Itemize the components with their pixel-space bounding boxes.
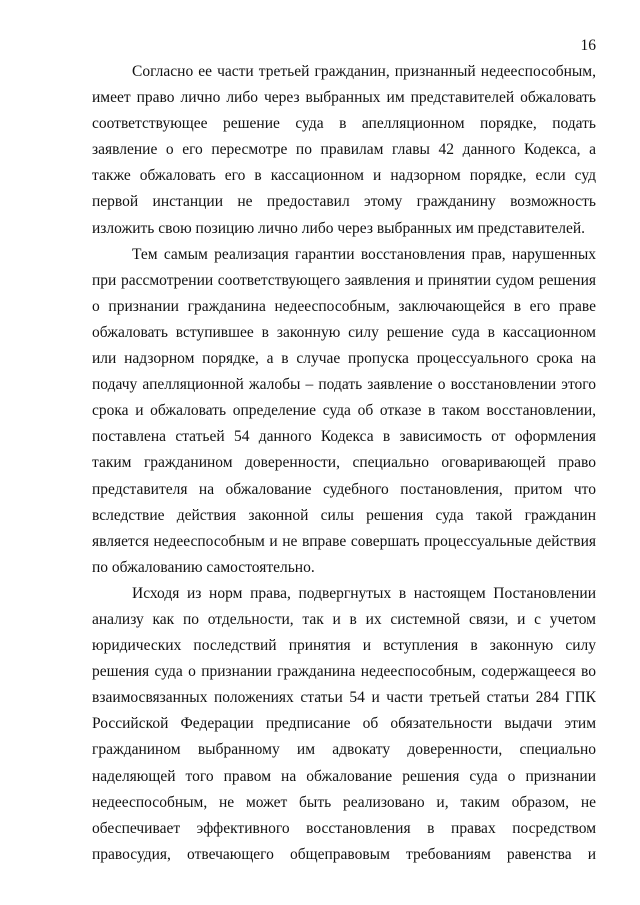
text-line: подачу апелляционной жалобы – подать заявление о восстановлении этого (92, 376, 596, 394)
text-line: Тем самым реализация гарантии восстановления прав, нарушенных (132, 245, 596, 263)
text-line: Российской Федерации предписание об обязательности выдачи этим (92, 715, 596, 733)
text-line: при рассмотрении соответствующего заявления и принятии судом решения (92, 271, 596, 289)
text-line: является недееспособным и не вправе совершать процессуальные действия (92, 532, 596, 550)
text-line: представителя на обжалование судебного постановления, притом что (92, 480, 596, 498)
text-line: по обжалованию самостоятельно. (92, 558, 315, 576)
text-line: юридических последствий принятия и вступления в законную силу (92, 637, 596, 655)
text-line: обжаловать вступившее в законную силу решение суда в кассационном (92, 323, 596, 341)
text-line: таким гражданином доверенности, специально оговаривающей право (92, 454, 596, 472)
text-line: решения суда о признании гражданина недееспособным, содержащееся во (92, 663, 596, 681)
text-line: обеспечивает эффективного восстановления в правах посредством (92, 819, 596, 837)
paragraph-1 (92, 59, 596, 242)
paragraph-3 (92, 581, 596, 868)
text-line: взаимосвязанных положениях статьи 54 и части третьей статьи 284 ГПК (92, 689, 596, 707)
text-line: изложить свою позицию лично либо через выбранных им представителей. (92, 219, 586, 237)
text-line: о признании гражданина недееспособным, заключающейся в его праве (92, 297, 596, 315)
text-line: поставлена статьей 54 данного Кодекса в зависимость от оформления (92, 428, 596, 446)
text-line: имеет право лично либо через выбранных им представителей обжаловать (92, 89, 596, 107)
text-line: срока и обжаловать определение суда об отказе в таком восстановлении, (92, 402, 596, 420)
page-number: 16 (580, 37, 596, 54)
text-line: анализу как по отдельности, так и в их системной связи, и с учетом (92, 610, 596, 628)
text-line: или надзорном порядке, а в случае пропуска процессуального срока на (92, 350, 596, 368)
text-line: недееспособным, не может быть реализовано и, таким образом, не (92, 793, 596, 811)
text-line: наделяющей того правом на обжалование решения суда о признании (92, 767, 596, 785)
text-line: вследствие действия законной силы решения суда такой гражданин (92, 506, 596, 524)
paragraph-2 (92, 242, 596, 581)
document-body (92, 59, 596, 868)
text-line: соответствующее решение суда в апелляционном порядке, подать (92, 115, 596, 133)
text-line: также обжаловать его в кассационном и надзорном порядке, если суд (92, 167, 596, 185)
text-line: Исходя из норм права, подвергнутых в настоящем Постановлении (132, 584, 596, 602)
text-line: гражданином выбранному им адвокату доверенности, специально (92, 741, 596, 759)
text-line: заявление о его пересмотре по правилам главы 42 данного Кодекса, а (92, 141, 596, 159)
text-line: первой инстанции не предоставил этому гражданину возможность (92, 193, 596, 211)
text-line: Согласно ее части третьей гражданин, признанный недееспособным, (132, 63, 596, 80)
text-line: правосудия, отвечающего общеправовым требованиям равенства и (92, 845, 596, 863)
